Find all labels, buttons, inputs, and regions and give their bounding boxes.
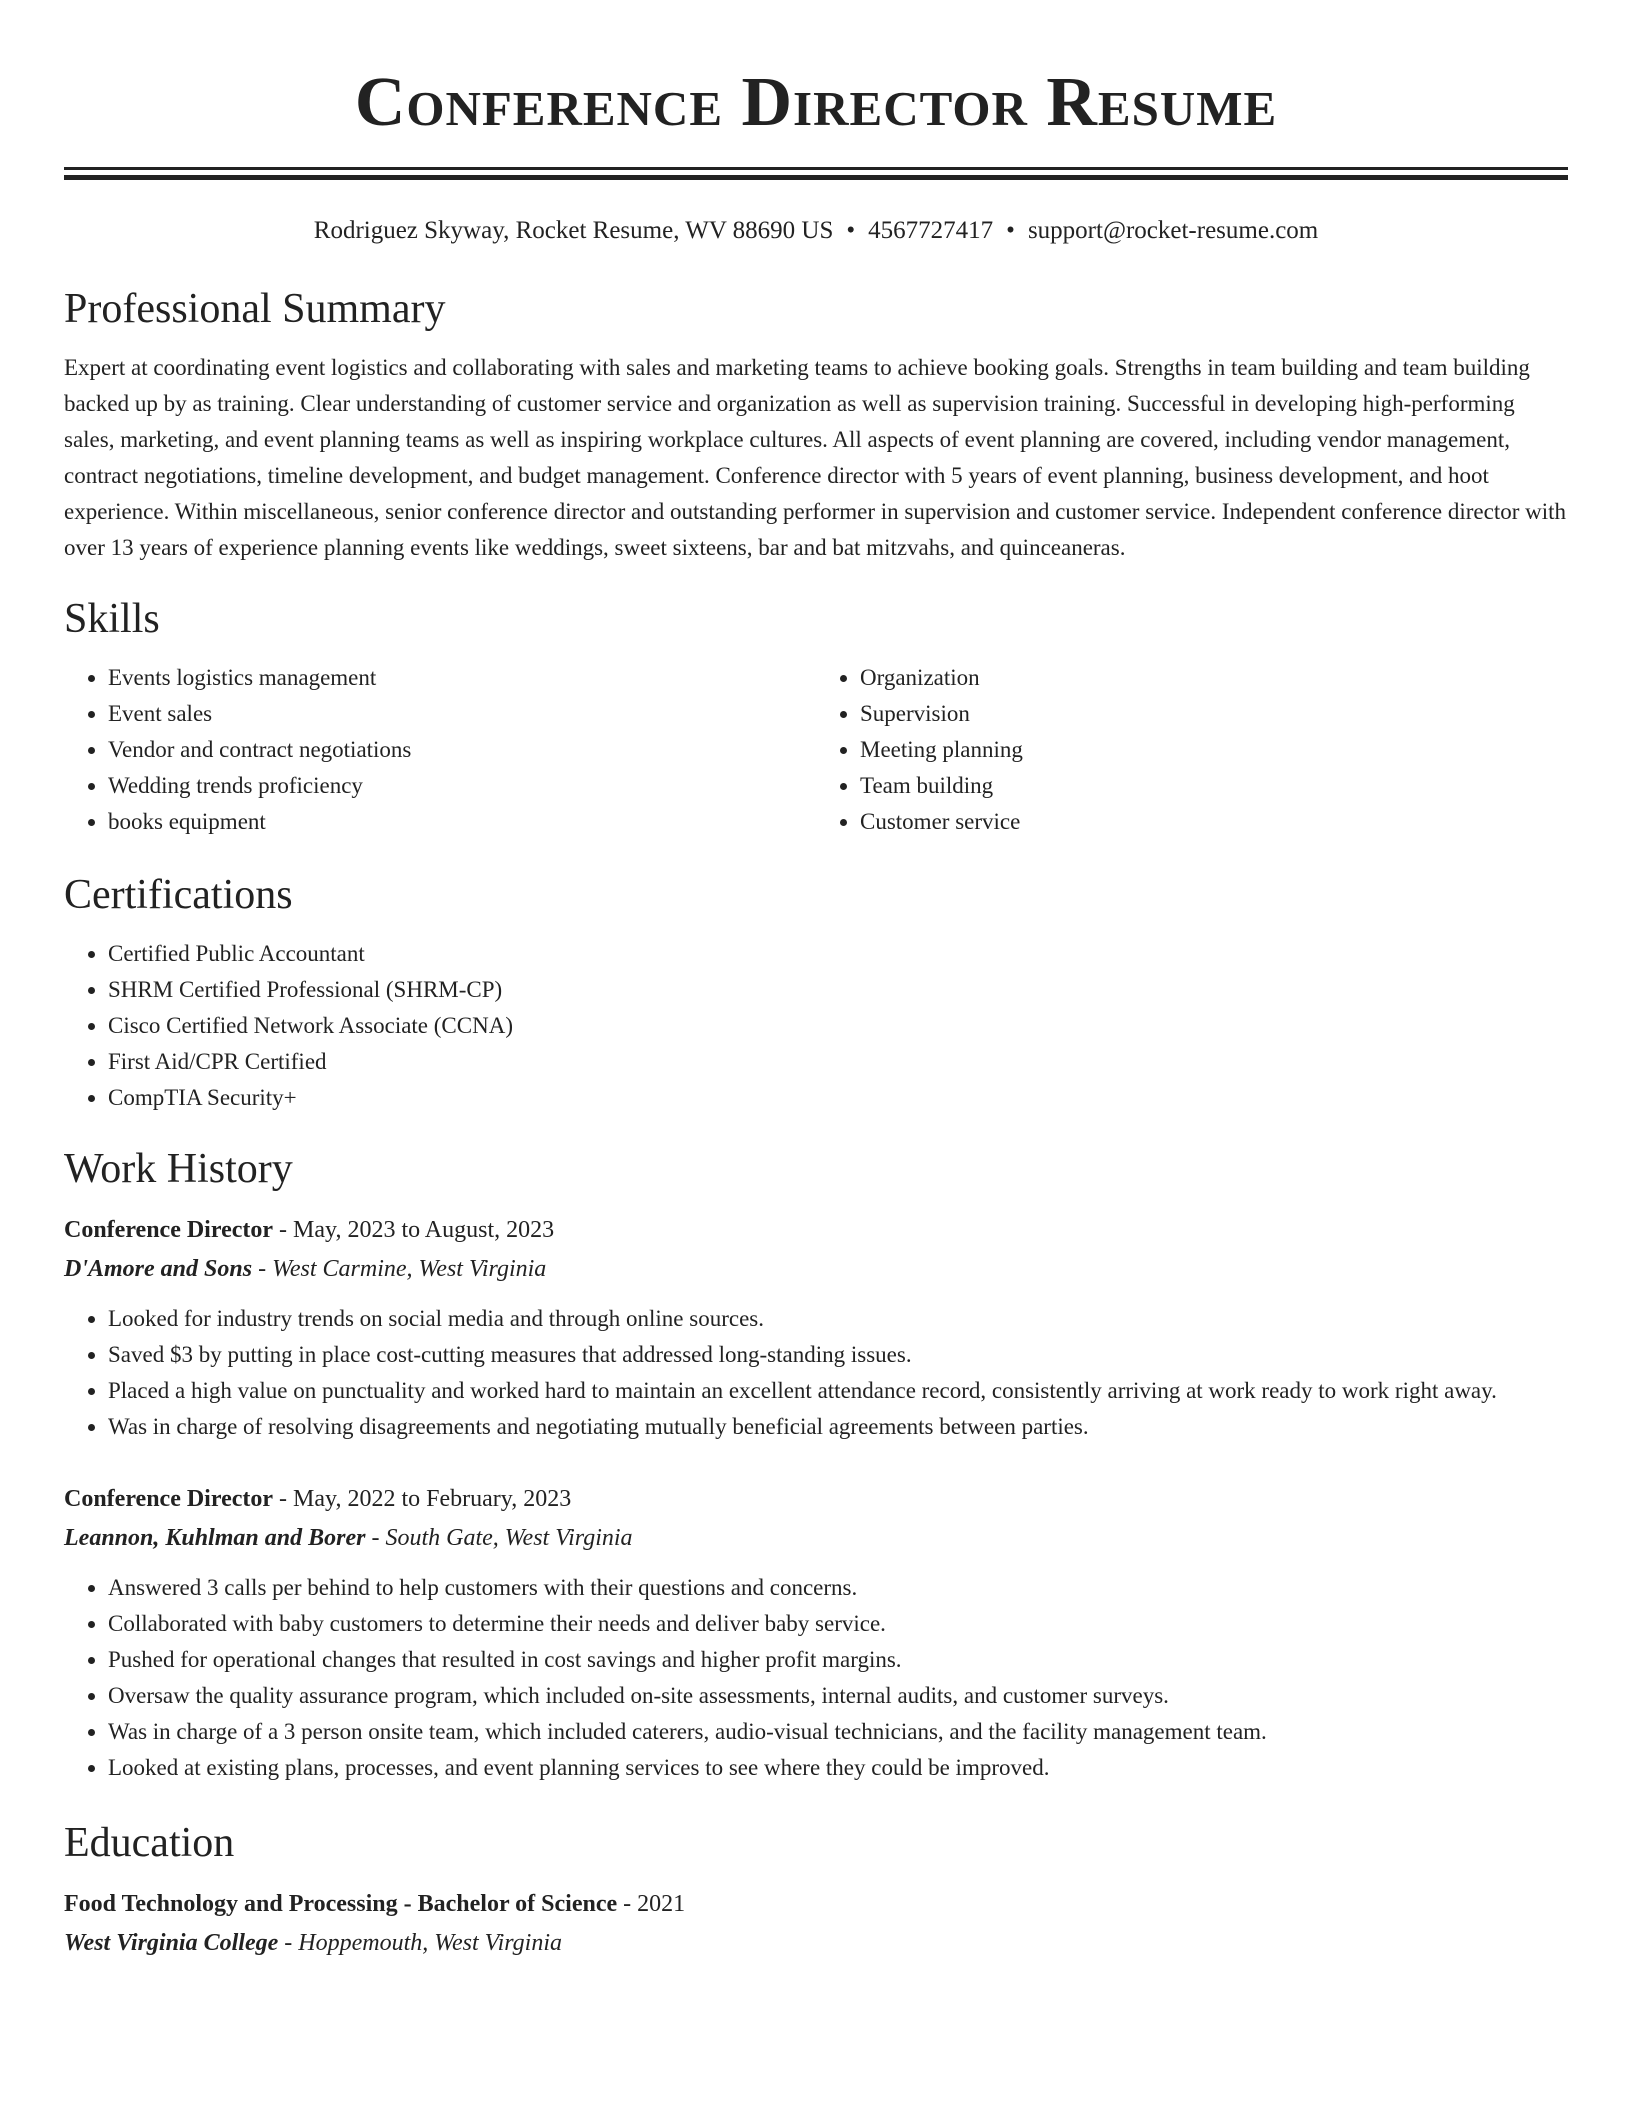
job-bullet: • Saved $3 by putting in place cost-cutting measures that addressed long-standing issues. <box>108 1337 1568 1373</box>
job-bullet: • Looked at existing plans, processes, and event planning services to see where they could be improved. <box>108 1750 1568 1786</box>
job-dates: May, 2022 to February, 2023 <box>293 1486 572 1512</box>
education-school-line: West Virginia College - Hoppemouth, West Virginia <box>64 1930 563 1956</box>
summary-text: Expert at coordinating event logistics and collaborating with sales and marketing teams to achieve booking goals. Strengths in team building and team building backed up by as training. Clear understanding of customer service and organization as well as supervision training. Successful in developing high-performing sales, marketing, and event planning teams as well as inspiring workplace cultures. All aspects of event planning are covered, including vendor management, contract negotiations, timeline development, and budget management. Conference director with 5 years of event planning, business development, and hoot experience. Within miscellaneous, senior conference director and outstanding performer in supervision and customer service. Independent conference director with over 13 years of experience planning events like weddings, sweet sixteens, bar and bat mitzvahs, and quinceaneras. <box>64 355 1567 560</box>
education-location: Hoppemouth, West Virginia <box>298 1930 563 1956</box>
job-company: Leannon, Kuhlman and Borer <box>64 1525 366 1551</box>
skill-item: • Vendor and contract negotiations <box>108 732 816 768</box>
job-entry <box>64 1212 1568 1445</box>
job-dates: May, 2023 to August, 2023 <box>293 1217 555 1243</box>
certification-item: • SHRM Certified Professional (SHRM-CP) <box>108 972 1568 1008</box>
job-company-line: D'Amore and Sons - West Carmine, West Virginia <box>64 1256 547 1282</box>
education-degree-line: Food Technology and Processing - Bachelor of Science - 2021 <box>64 1891 686 1917</box>
job-bullet: • Pushed for operational changes that resulted in cost savings and higher profit margins. <box>108 1642 1568 1678</box>
skill-item: • Customer service <box>860 804 1568 840</box>
certification-item: • Certified Public Accountant <box>108 936 1568 972</box>
skill-item: • books equipment <box>108 804 816 840</box>
job-location: West Carmine, West Virginia <box>272 1256 547 1282</box>
job-title: Conference Director <box>64 1217 274 1243</box>
education-heading: Education <box>64 1820 235 1866</box>
skill-item: • Wedding trends proficiency <box>108 768 816 804</box>
contact-phone: 4567727417 <box>868 217 994 244</box>
skill-item: • Organization <box>860 660 1568 696</box>
certification-item: • Cisco Certified Network Associate (CCNA) <box>108 1008 1568 1044</box>
skills-list-left <box>64 660 816 840</box>
certifications-list <box>64 936 1568 1116</box>
skill-item: • Team building <box>860 768 1568 804</box>
education-school: West Virginia College <box>64 1930 279 1956</box>
job-company-line: Leannon, Kuhlman and Borer - South Gate, West Virginia <box>64 1525 633 1551</box>
skill-item: • Event sales <box>108 696 816 732</box>
resume-title: Conference Director Resume <box>354 64 1278 141</box>
skill-item: • Meeting planning <box>860 732 1568 768</box>
job-bullets <box>64 1570 1568 1786</box>
skill-item: • Events logistics management <box>108 660 816 696</box>
job-bullet: • Answered 3 calls per behind to help customers with their questions and concerns. <box>108 1570 1568 1606</box>
job-company: D'Amore and Sons <box>64 1256 253 1282</box>
job-bullet: • Was in charge of resolving disagreements and negotiating mutually beneficial agreements between parties. <box>108 1409 1568 1445</box>
skills-list-right <box>816 660 1568 840</box>
certifications-heading: Certifications <box>64 872 293 918</box>
title-divider-top <box>64 167 1568 170</box>
summary-heading: Professional Summary <box>64 286 446 332</box>
contact-separator: • <box>846 217 856 244</box>
education-year: 2021 <box>637 1891 686 1917</box>
job-bullet: • Collaborated with baby customers to determine their needs and deliver baby service. <box>108 1606 1568 1642</box>
contact-address: Rodriguez Skyway, Rocket Resume, WV 88690 US <box>313 217 834 244</box>
contact-separator: • <box>1006 217 1015 244</box>
certification-item: • CompTIA Security+ <box>108 1080 1568 1116</box>
education-degree: Food Technology and Processing - Bachelor of Science <box>64 1891 618 1917</box>
job-bullet: • Was in charge of a 3 person onsite team, which included caterers, audio-visual technicians, and the facility management team. <box>108 1714 1568 1750</box>
job-title-line: Conference Director - May, 2023 to August, 2023 <box>64 1217 555 1243</box>
job-entry <box>64 1481 1568 1786</box>
job-title: Conference Director <box>64 1486 274 1512</box>
job-bullet: • Placed a high value on punctuality and worked hard to maintain an excellent attendance record, consistently arriving at work ready to work right away. <box>108 1373 1568 1409</box>
job-location: South Gate, West Virginia <box>385 1525 633 1551</box>
job-title-line: Conference Director - May, 2022 to February, 2023 <box>64 1486 572 1512</box>
skill-item: • Supervision <box>860 696 1568 732</box>
certification-item: • First Aid/CPR Certified <box>108 1044 1568 1080</box>
contact-line <box>64 216 1568 246</box>
contact-email: support@rocket-resume.com <box>1027 217 1319 244</box>
title-divider-bottom <box>64 175 1568 180</box>
work-history-heading: Work History <box>64 1146 293 1192</box>
skills-heading: Skills <box>64 596 160 642</box>
job-bullet: • Oversaw the quality assurance program, which included on-site assessments, internal audits, and customer surveys. <box>108 1678 1568 1714</box>
job-bullets <box>64 1301 1568 1445</box>
skills-columns <box>64 660 1568 840</box>
job-bullet: • Looked for industry trends on social media and through online sources. <box>108 1301 1568 1337</box>
